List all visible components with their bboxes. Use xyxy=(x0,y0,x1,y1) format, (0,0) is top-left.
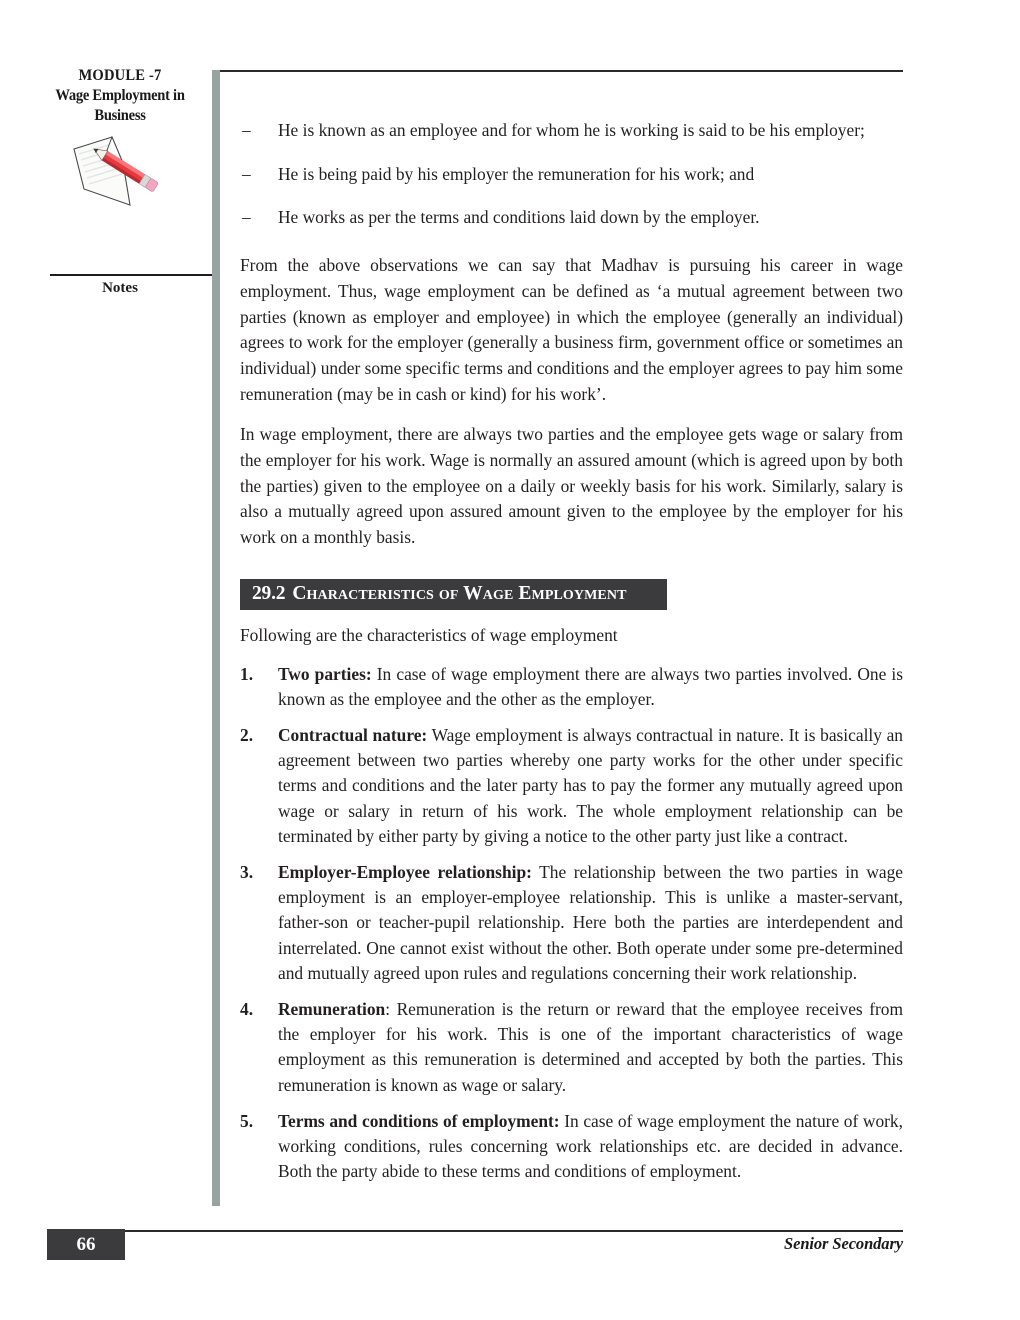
list-item xyxy=(240,997,903,1098)
list-item-lead: Terms and conditions of employment: xyxy=(278,1110,560,1131)
list-item-number: 3. xyxy=(240,861,254,882)
module-number-line: MODULE -7 xyxy=(78,67,162,84)
list-item-number: 5. xyxy=(240,1110,254,1131)
list-item-text: Wage employment is always contractual in nature. It is basically an agreement between two parties whereby one party works for the other under specific terms and conditions and the later party has to pay the former any mutually agreed upon wage or salary in return of his work. The whole employment relationship can be terminated by either party by giving a notice to the other party just like a contract. xyxy=(278,724,903,846)
left-vertical-accent-bar xyxy=(212,70,220,1206)
list-item-lead: Contractual nature: xyxy=(278,724,428,745)
section-heading-band xyxy=(240,579,667,610)
list-item xyxy=(240,205,903,231)
notes-paper-pencil-icon xyxy=(60,133,180,215)
list-item xyxy=(240,662,903,712)
list-item-text: He is known as an employee and for whom he is working is said to be his employer; xyxy=(278,120,865,140)
list-item-number: 2. xyxy=(240,724,254,745)
list-item-number: 1. xyxy=(240,663,254,684)
top-horizontal-rule xyxy=(212,70,903,72)
section-number: 29.2 xyxy=(252,583,286,605)
list-item-lead: Remuneration xyxy=(278,998,386,1019)
list-item xyxy=(240,162,903,188)
list-item-text: He works as per the terms and conditions laid down by the employer. xyxy=(278,207,760,228)
dash-bullet-list xyxy=(240,118,903,231)
list-item-lead: Two parties: xyxy=(278,663,372,684)
list-item-text: The relationship between the two parties in wage employment is an employer-employee relationship. This is unlike a master-servant, father-son or teacher-pupil relationship. Here both the parties are interdependent and interrelated. One cannot exist without the other. Both operate under some pre-determined and mutually agreed upon rules and regulations concerning their work relationship. xyxy=(278,861,904,983)
margin-column xyxy=(30,66,210,296)
list-item xyxy=(240,118,903,144)
dash-bullet-icon: – xyxy=(242,120,251,140)
dash-bullet-icon: – xyxy=(242,207,251,228)
list-item-text: He is being paid by his employer the remuneration for his work; and xyxy=(278,163,755,184)
section-intro-text: Following are the characteristics of wage employment xyxy=(240,624,618,645)
list-item-lead: Employer-Employee relationship: xyxy=(278,861,532,882)
module-name-line-2: Business xyxy=(94,107,146,124)
list-item xyxy=(240,723,903,849)
module-title xyxy=(35,66,204,126)
main-content xyxy=(240,118,903,1184)
footer-label: Senior Secondary xyxy=(784,1234,903,1253)
list-item-text: : Remuneration is the return or reward that the employee receives from the employer for his work. This is one of the important characteristics of wage employment as this remuneration is determined and accepted by both the parties. This remuneration is known as wage or salary. xyxy=(278,998,903,1095)
footer-horizontal-rule xyxy=(125,1230,903,1232)
paragraph: In wage employment, there are always two parties and the employee gets wage or salary from the employer for his work. Wage is normally an assured amount (which is agreed upon by both the parties) given to the employee on a daily or weekly basis for his work. Similarly, salary is also a mutually agreed upon assured amount given to the employee by the employer for his work on a monthly basis. xyxy=(240,424,903,548)
module-name-line-1: Wage Employment in xyxy=(55,87,185,104)
list-item-text: In case of wage employment there are always two parties involved. One is known as the employee and the other as the employer. xyxy=(278,663,903,709)
page-number-badge: 66 xyxy=(47,1229,125,1260)
notes-divider-rule xyxy=(50,274,216,276)
section-title: Characteristics of Wage Employment xyxy=(292,583,627,605)
list-item-text: In case of wage employment the nature of work, working conditions, rules concerning work relationships etc. are decided in advance. Both the party abide to these terms and conditions of employment. xyxy=(278,1110,903,1182)
list-item xyxy=(240,1109,903,1185)
notes-label: Notes xyxy=(102,280,138,296)
paragraph: From the above observations we can say that Madhav is pursuing his career in wage employment. Thus, wage employment can be defined as ‘a mutual agreement between two parties (known as employer and employee) in which the employee (generally an individual) agrees to work for the employer (generally a business firm, government office or sometimes an individual) under some specific terms and conditions and the employer agrees to pay him some remuneration (may be in cash or kind) for his work’. xyxy=(240,255,903,404)
list-item xyxy=(240,860,903,986)
list-item-number: 4. xyxy=(240,998,254,1019)
dash-bullet-icon: – xyxy=(242,163,251,184)
characteristics-list xyxy=(240,662,903,1185)
